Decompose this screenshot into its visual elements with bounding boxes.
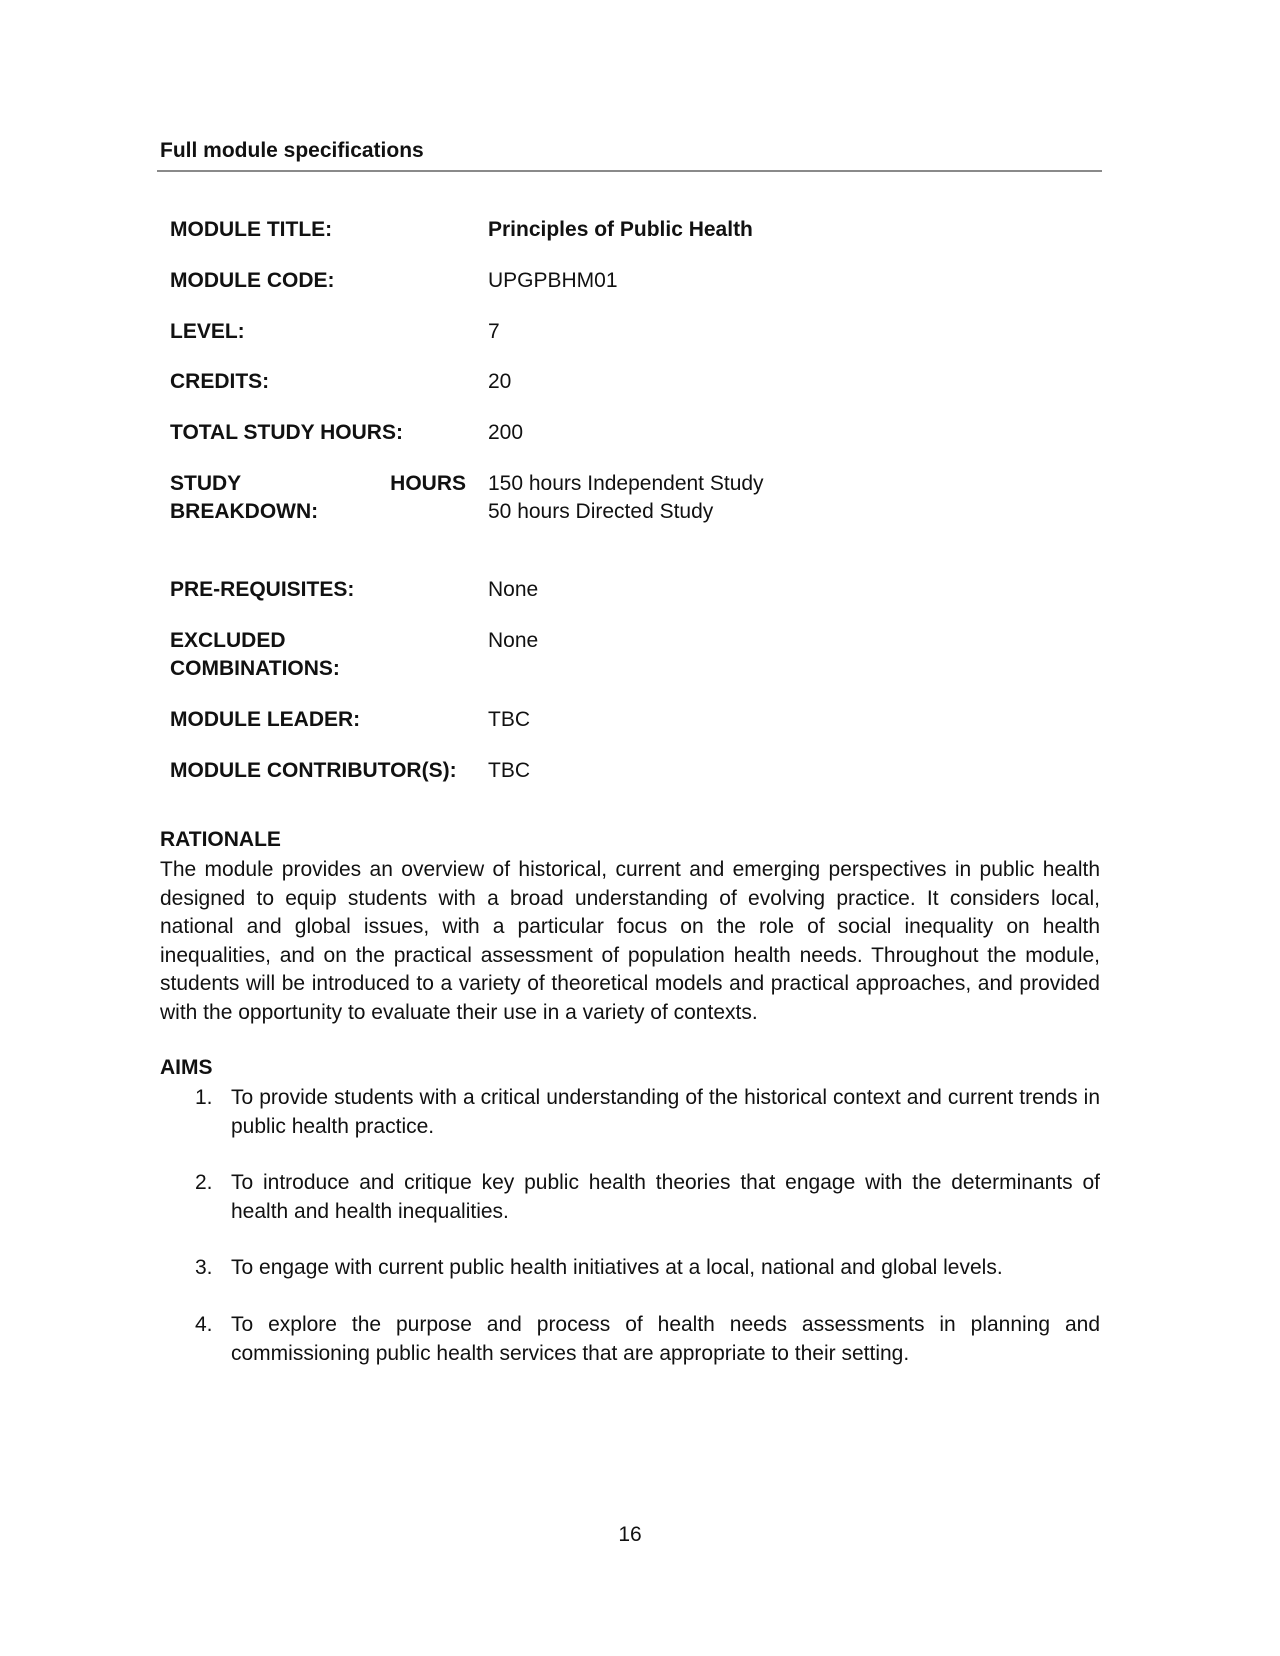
prerequisites-value: None — [488, 578, 539, 601]
module-contributors-label: MODULE CONTRIBUTOR(S): — [170, 759, 457, 782]
aim-number: 4. — [195, 1312, 213, 1336]
aim-item-2 — [160, 1169, 1100, 1226]
hours-breakdown-independent: 150 hours Independent Study — [488, 472, 764, 495]
aim-number: 2. — [195, 1171, 213, 1195]
aim-text: To introduce and critique key public health theories that engage with the determinants of health and health inequalities. — [231, 1171, 1100, 1223]
credits-label: CREDITS: — [170, 370, 270, 393]
rationale-title: RATIONALE — [160, 828, 281, 851]
aims-list — [160, 1084, 1100, 1396]
credits-value: 20 — [488, 370, 512, 393]
level-value: 7 — [488, 320, 500, 343]
total-hours-value: 200 — [488, 421, 524, 444]
total-hours-label: TOTAL STUDY HOURS: — [170, 421, 403, 444]
aim-text: To engage with current public health initiatives at a local, national and global levels. — [231, 1256, 1003, 1280]
rationale-text: The module provides an overview of historical, current and emerging perspectives in public health designed to equip students with a broad understanding of evolving practice. It considers local, national and global issues, with a particular focus on the role of social inequality on health inequalities, and on the practical assessment of population health needs. Throughout the module, students will be introduced to a variety of theoretical models and practical approaches, and provided with the opportunity to evaluate their use in a variety of contexts. — [160, 858, 1100, 1024]
aim-item-4 — [160, 1311, 1100, 1368]
module-code-label: MODULE CODE: — [170, 269, 335, 292]
module-code-value: UPGPBHM01 — [488, 269, 618, 292]
module-title-value: Principles of Public Health — [488, 218, 753, 241]
module-leader-label: MODULE LEADER: — [170, 708, 361, 731]
aim-item-1 — [160, 1084, 1100, 1141]
excluded-label-line2: COMBINATIONS: — [170, 657, 340, 680]
page-heading: Full module specifications — [160, 139, 424, 162]
excluded-label-line1: EXCLUDED — [170, 629, 286, 652]
hours-breakdown-label-study: STUDY — [170, 472, 242, 495]
aim-number: 1. — [195, 1086, 213, 1109]
aim-item-3 — [160, 1254, 1100, 1283]
module-title-label: MODULE TITLE: — [170, 218, 333, 241]
excluded-combinations-value: None — [488, 629, 539, 652]
prerequisites-label: PRE-REQUISITES: — [170, 578, 355, 601]
hours-breakdown-label — [170, 470, 466, 526]
aim-text: To explore the purpose and process of health needs assessments in planning and commissioning public health services that are appropriate to their setting. — [231, 1312, 1100, 1365]
aim-number: 3. — [195, 1256, 213, 1280]
hours-breakdown-label-breakdown: BREAKDOWN: — [170, 500, 319, 523]
hours-breakdown-label-hours: HOURS — [390, 472, 466, 495]
aims-title: AIMS — [160, 1056, 213, 1079]
excluded-combinations-label — [170, 627, 466, 683]
page-number: 16 — [618, 1523, 642, 1546]
level-label: LEVEL: — [170, 320, 245, 343]
module-contributors-value: TBC — [488, 759, 530, 782]
module-leader-value: TBC — [488, 708, 530, 731]
hours-breakdown-directed: 50 hours Directed Study — [488, 500, 714, 523]
heading-divider — [157, 170, 1102, 172]
hours-breakdown-values — [488, 470, 764, 526]
aim-text: To provide students with a critical understanding of the historical context and current trends in public health practice. — [231, 1086, 1100, 1138]
